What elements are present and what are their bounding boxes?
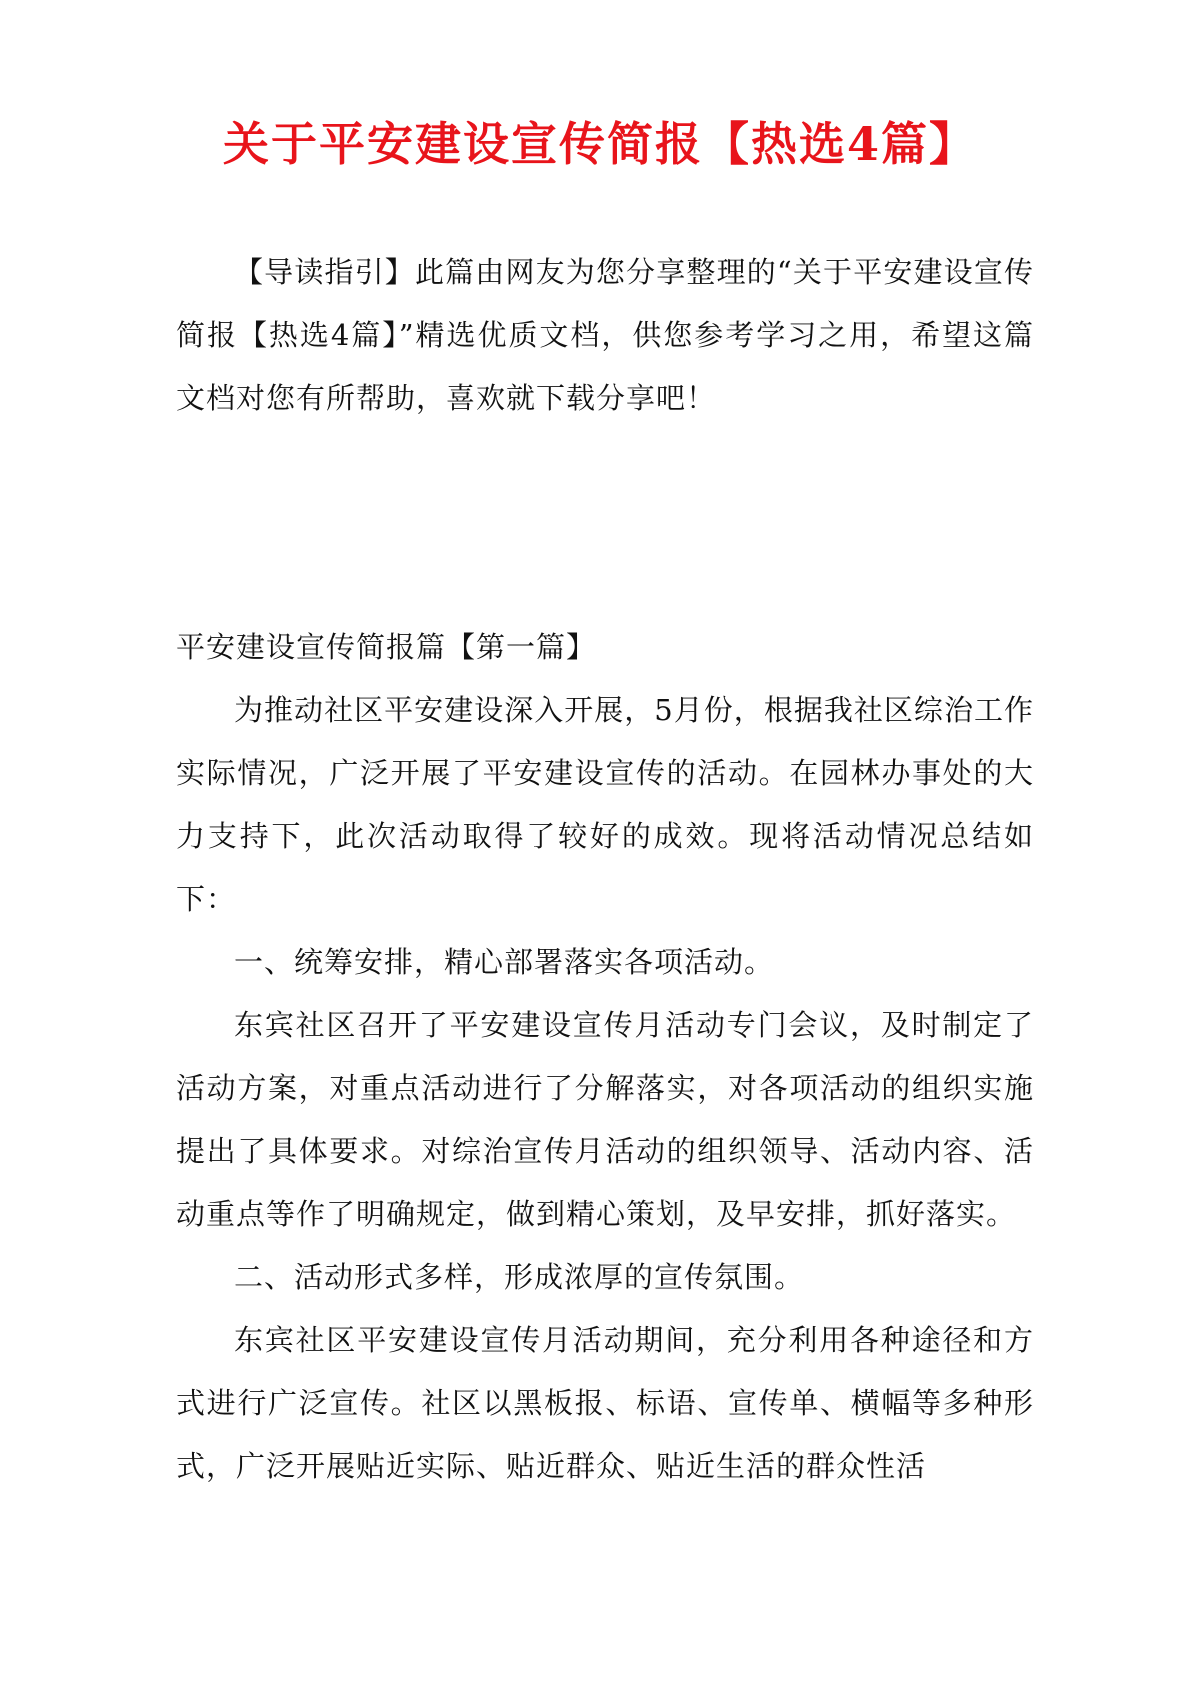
paragraph: 二、活动形式多样，形成浓厚的宣传氛围。 [234,1260,805,1294]
paragraph: 一、统筹安排，精心部署落实各项活动。 [234,945,775,979]
section-heading: 平安建设宣传简报篇【第一篇】 [176,630,597,664]
intro-block [176,241,1034,430]
paragraph: 东宾社区平安建设宣传月活动期间，充分利用各种途径和方式进行广泛宣传。社区以黑板报、标语、宣传单、横幅等多种形式，广泛开展贴近实际、贴近群众、贴近生活的群众性活 [176,1323,1034,1483]
paragraph: 东宾社区召开了平安建设宣传月活动专门会议，及时制定了活动方案，对重点活动进行了分解落实，对各项活动的组织实施提出了具体要求。对综治宣传月活动的组织领导、活动内容、活动重点等作了明确规定，做到精心策划，及早安排，抓好落实。 [176,1008,1034,1231]
intro-paragraph: 【导读指引】此篇由网友为您分享整理的“关于平安建设宣传简报【热选4篇】”精选优质文档，供您参考学习之用，希望这篇文档对您有所帮助，喜欢就下载分享吧！ [176,255,1034,415]
paragraph: 为推动社区平安建设深入开展，5月份，根据我社区综治工作实际情况，广泛开展了平安建设宣传的活动。在园林办事处的大力支持下，此次活动取得了较好的成效。现将活动情况总结如下： [176,693,1034,916]
document-title: 关于平安建设宣传简报【热选4篇】 [222,117,977,171]
section-one [176,616,1034,1498]
